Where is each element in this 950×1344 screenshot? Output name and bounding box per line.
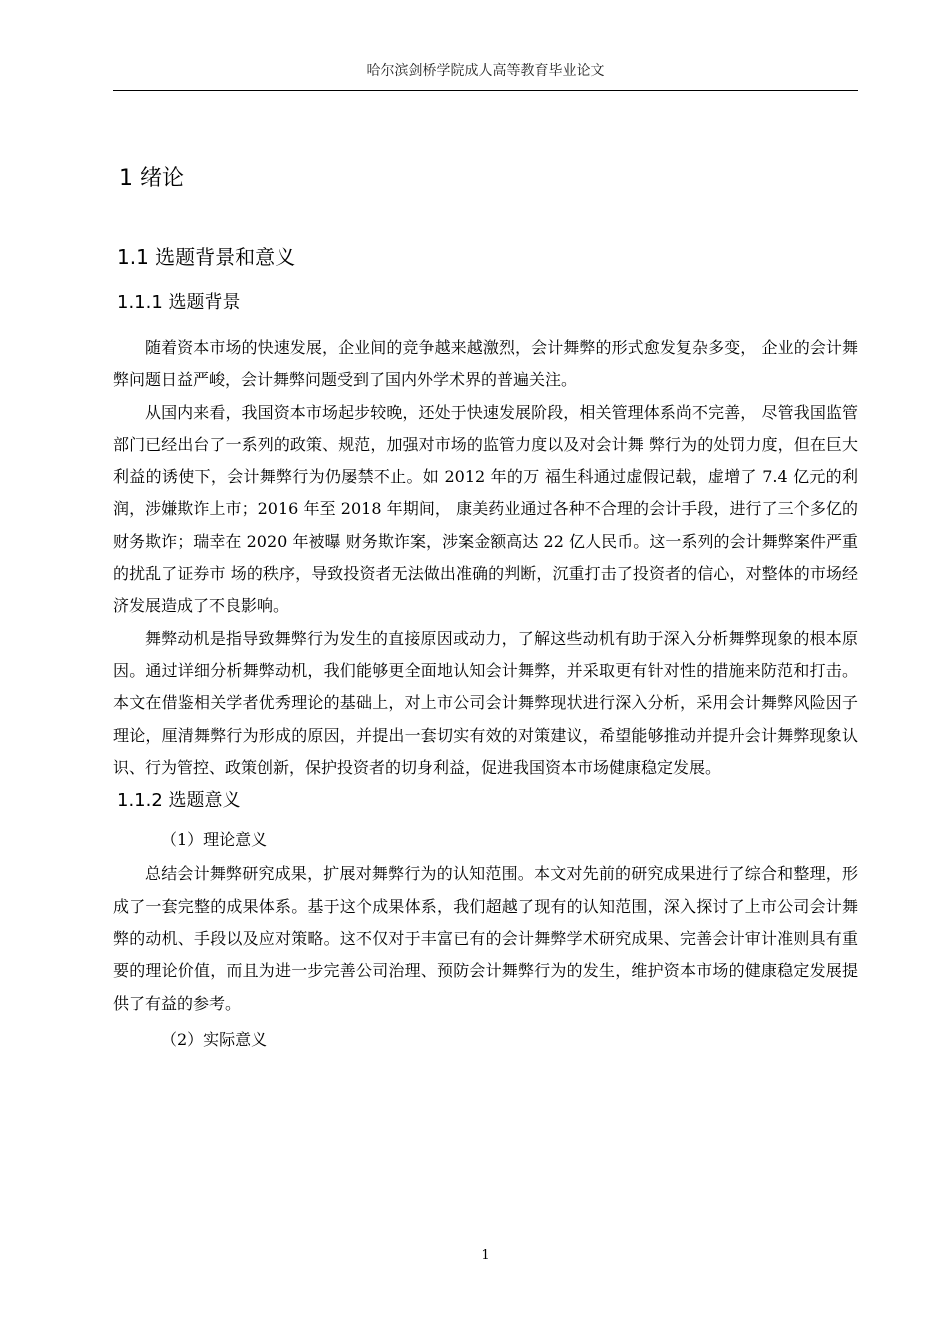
paragraph: 舞弊动机是指导致舞弊行为发生的直接原因或动力，了解这些动机有助于深入分析舞弊现象的根本原因。通过详细分析舞弊动机，我们能够更全面地认知会计舞弊，并采取更有针对性的措施来防范和打击。本文在借鉴相关学者优秀理论的基础上，对上市公司会计舞弊现状进行深入分析，采用会计舞弊风险因子理论，厘清舞弊行为形成的原因，并提出一套切实有效的对策建议，希望能够推动并提升会计舞弊现象认识、行为管控、政策创新，保护投资者的切身利益，促进我国资本市场健康稳定发展。: [113, 628, 858, 777]
paragraph: 总结会计舞弊研究成果，扩展对舞弊行为的认知范围。本文对先前的研究成果进行了综合和整理，形成了一套完整的成果体系。基于这个成果体系，我们超越了现有的认知范围，深入探讨了上市公司会计舞弊的动机、手段以及应对策略。这不仅对于丰富已有的会计舞弊学术研究成果、完善会计审计准则具有重要的理论价值，而且为进一步完善公司治理、预防会计舞弊行为的发生，维护资本市场的健康稳定发展提供了有益的参考。: [113, 864, 858, 1013]
page-header: 哈尔滨剑桥学院成人高等教育毕业论文: [113, 60, 858, 91]
paragraph: 随着资本市场的快速发展，企业间的竞争越来越激烈，会计舞弊的形式愈发复杂多变， 企业的会计舞弊问题日益严峻，会计舞弊问题受到了国内外学术界的普遍关注。: [113, 338, 858, 390]
list-item-heading: （1）理论意义: [161, 830, 268, 850]
list-item-heading: （2）实际意义: [161, 1029, 268, 1049]
section-title-1-1: 1.1 选题背景和意义: [117, 245, 296, 269]
chapter-title: 1 绪论: [119, 166, 184, 191]
section-title-1-1-2: 1.1.2 选题意义: [117, 790, 241, 812]
page-body: [113, 150, 858, 1058]
paragraph: 从国内来看，我国资本市场起步较晚，还处于快速发展阶段，相关管理体系尚不完善， 尽管我国监管部门已经出台了一系列的政策、规范，加强对市场的监管力度以及对会计舞 弊行为的处罚力度，但在巨大利益的诱使下，会计舞弊行为仍屡禁不止。如 2012 年的万 福生科通过虚假记载，虚增了 7.4 亿元的利润，涉嫌欺诈上市；2016 年至 2018 年期间， 康美药业通过各种不合理的会计手段，进行了三个多亿的财务欺诈；瑞幸在 2020 年被曝 财务欺诈案，涉案金额高达 22 亿人民币。这一系列的会计舞弊案件严重的扰乱了证券市 场的秩序，导致投资者无法做出准确的判断，沉重打击了投资者的信心，对整体的市场经 济发展造成了不良影响。: [113, 402, 858, 616]
section-title-1-1-1: 1.1.1 选题背景: [117, 292, 241, 313]
page-number: 1: [481, 1248, 490, 1263]
